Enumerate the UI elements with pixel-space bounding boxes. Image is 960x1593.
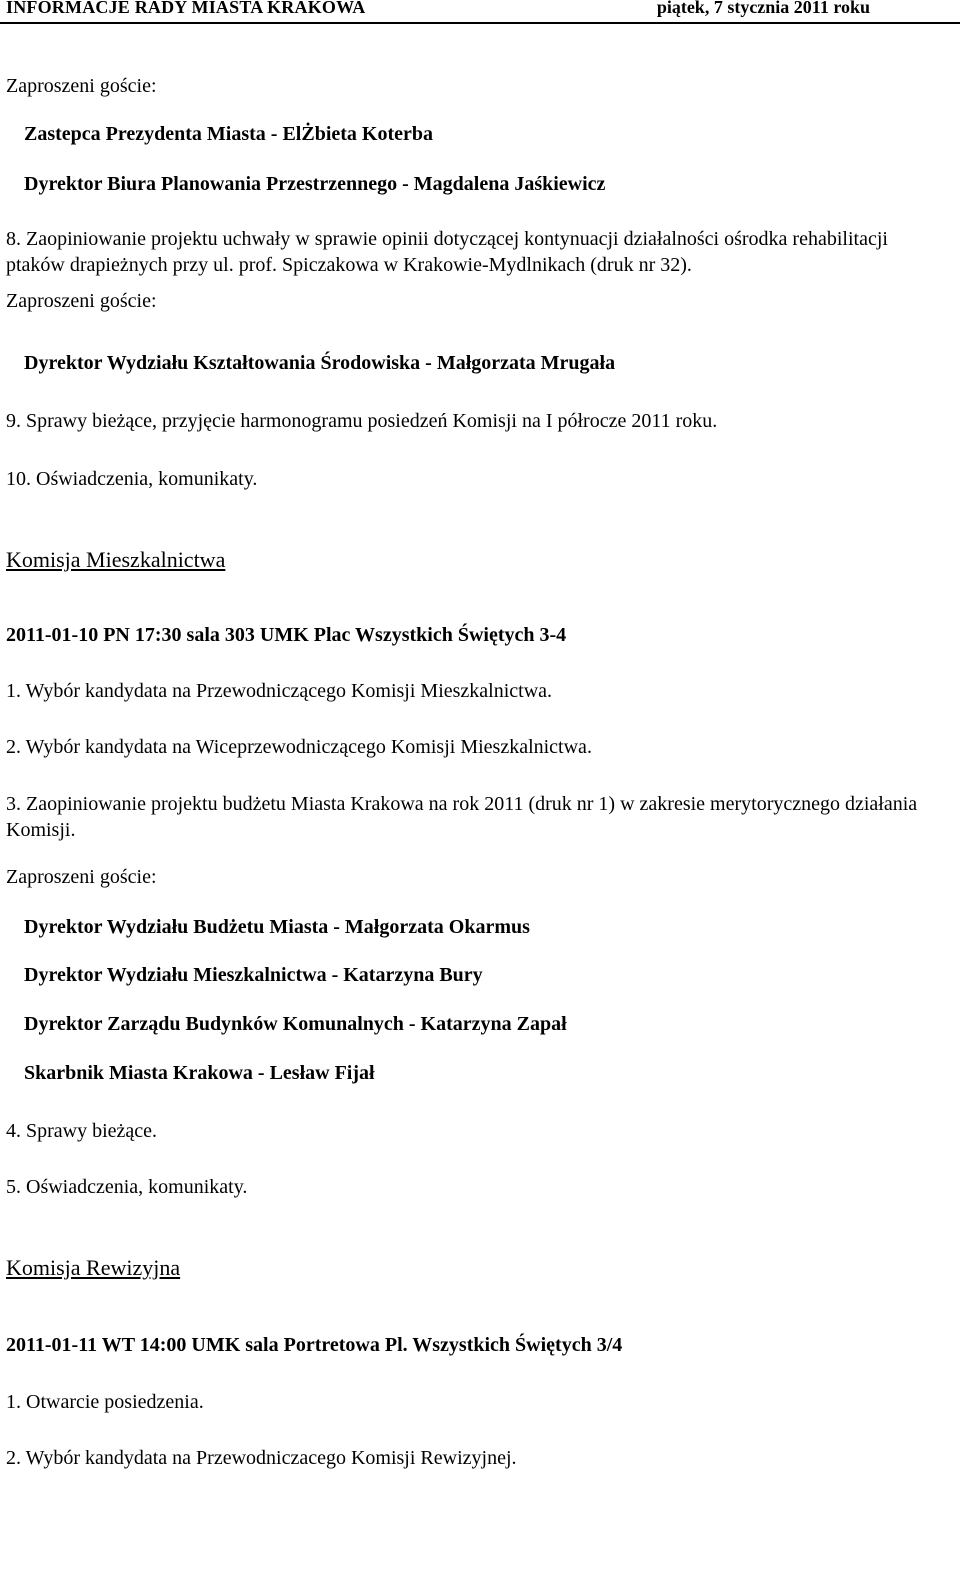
- committee-title: Komisja Rewizyjna: [6, 1255, 181, 1280]
- page-header: [0, 0, 960, 24]
- agenda-item-10: 10. Oświadczenia, komunikaty.: [6, 468, 258, 490]
- guest-entry: Dyrektor Biura Planowania Przestrzennego - Magdalena Jaśkiewicz: [24, 173, 606, 195]
- agenda-item-8: 8. Zaopiniowanie projektu uchwały w sprawie opinii dotyczącej kontynuacji działalności ośrodka rehabilitacji ptaków drapieżnych przy ul. prof. Spiczakowa w Krakowie-Mydlnikach (druk nr 32).: [6, 228, 888, 276]
- agenda-item: 2. Wybór kandydata na Wiceprzewodniczącego Komisji Mieszkalnictwa.: [6, 736, 592, 758]
- guest-entry: Dyrektor Wydziału Mieszkalnictwa - Katarzyna Bury: [24, 964, 483, 986]
- agenda-item-9: 9. Sprawy bieżące, przyjęcie harmonogramu posiedzeń Komisji na I półrocze 2011 roku.: [6, 410, 718, 432]
- guest-entry: Dyrektor Wydziału Budżetu Miasta - Małgorzata Okarmus: [24, 916, 530, 938]
- agenda-item: 1. Wybór kandydata na Przewodniczącego Komisji Mieszkalnictwa.: [6, 680, 553, 702]
- agenda-item: 1. Otwarcie posiedzenia.: [6, 1391, 204, 1413]
- guest-entry: Dyrektor Zarządu Budynków Komunalnych - Katarzyna Zapał: [24, 1013, 567, 1035]
- guests-label: Zaproszeni goście:: [6, 866, 157, 888]
- publication-title: INFORMACJE RADY MIASTA KRAKOWA: [6, 0, 366, 17]
- agenda-item: 4. Sprawy bieżące.: [6, 1120, 158, 1142]
- agenda-item: 5. Oświadczenia, komunikaty.: [6, 1176, 248, 1198]
- guests-label: Zaproszeni goście:: [6, 75, 157, 97]
- guests-label: Zaproszeni goście:: [6, 290, 157, 312]
- guest-entry: Skarbnik Miasta Krakowa - Lesław Fijał: [24, 1062, 375, 1084]
- agenda-item: 2. Wybór kandydata na Przewodniczacego Komisji Rewizyjnej.: [6, 1447, 517, 1469]
- meeting-info: 2011-01-10 PN 17:30 sala 303 UMK Plac Wszystkich Świętych 3-4: [6, 624, 567, 646]
- agenda-item: 3. Zaopiniowanie projektu budżetu Miasta Krakowa na rok 2011 (druk nr 1) w zakresie merytorycznego działania Komisji.: [6, 793, 918, 841]
- guest-entry: Zastepca Prezydenta Miasta - ElŻbieta Koterba: [24, 123, 434, 145]
- guest-entry: Dyrektor Wydziału Kształtowania Środowiska - Małgorzata Mrugała: [24, 352, 616, 374]
- committee-title: Komisja Mieszkalnictwa: [6, 547, 226, 572]
- publication-date: piątek, 7 stycznia 2011 roku: [656, 0, 870, 17]
- meeting-info: 2011-01-11 WT 14:00 UMK sala Portretowa Pl. Wszystkich Świętych 3/4: [6, 1334, 623, 1356]
